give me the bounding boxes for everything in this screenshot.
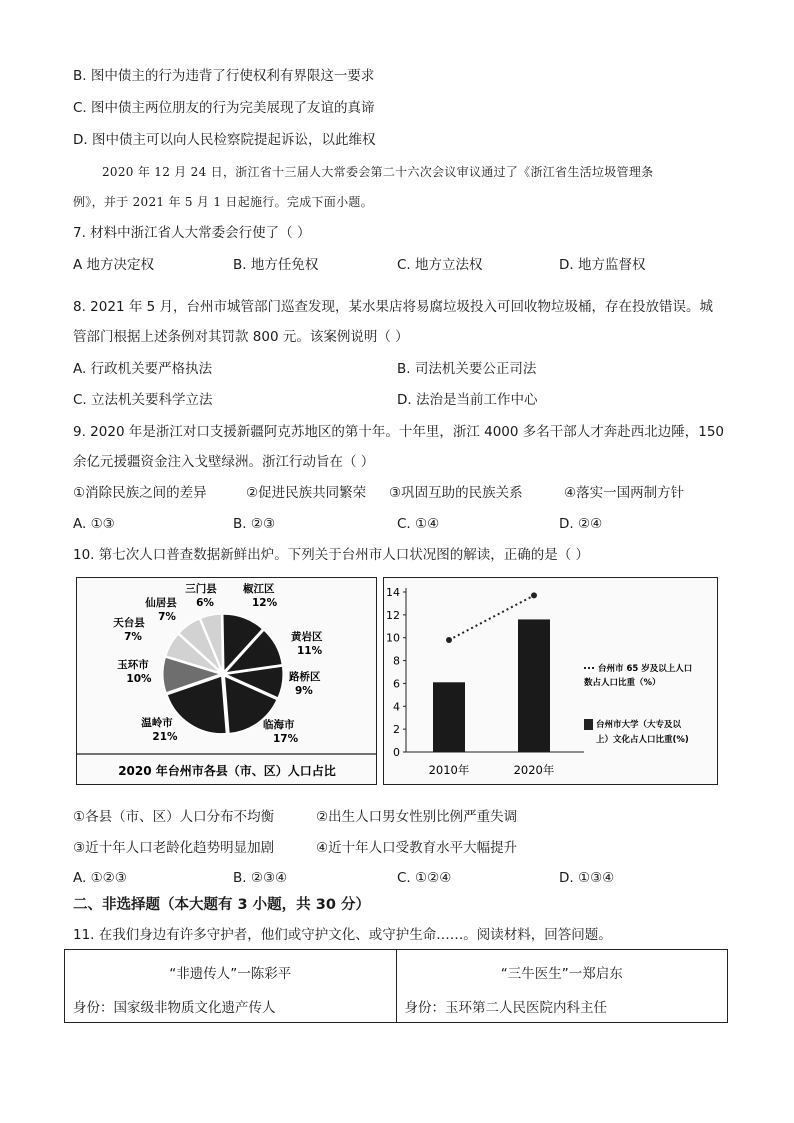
card-role: 身份：国家级非物质文化遗产传人 [73,1000,276,1016]
pie-slice-value: 7% [124,631,142,643]
legend-line-label: 台州市 65 岁及以上人口 [598,664,693,674]
q7-stem: 7. 材料中浙江省人大常委会行使了（ ） [73,225,311,241]
bar [433,682,465,752]
pie-slice-name: 椒江区 [243,583,275,595]
material-line-1: 2020 年 12 月 24 日，浙江省十三届人大常委会第二十六次会议审议通过了《浙江省生活垃圾管理条 [102,165,654,179]
y-tick-label: 2 [393,723,400,737]
y-tick-label: 10 [386,631,400,645]
q10-stem: 10. 第七次人口普查数据新鲜出炉。下列关于台州市人口状况图的解读，正确的是（ ） [73,547,590,563]
x-tick-label: 2010年 [428,763,470,777]
q9-statement-4: ④落实一国两制方针 [564,485,685,501]
section-2-heading: 二、非选择题（本大题有 3 小题，共 30 分） [73,897,370,913]
pie-slice-name: 路桥区 [289,671,321,683]
pie-slice-name: 天台县 [113,617,145,629]
q6-option-b: B. 图中债主的行为违背了行使权利有界限这一要求 [73,68,375,84]
line-point [531,592,537,598]
y-tick-label: 12 [386,608,400,622]
q8-option-c: C. 立法机关要科学立法 [73,392,213,408]
pie-slice-value: 21% [152,731,178,743]
q11-material-table [64,949,728,1023]
legend-line-label: 数占人口比重（%） [584,678,661,688]
y-tick-label: 14 [386,586,400,599]
q10-option-c: C. ①②④ [397,870,452,886]
q7-option-a: A 地方决定权 [73,257,155,273]
legend-bar-label: 台州市大学（大专及以 [596,720,682,730]
q11-stem: 11. 在我们身边有许多守护者，他们或守护文化、或守护生命……。阅读材料，回答问题。 [73,927,612,943]
card-heritage-inheritor [65,950,397,1023]
pie-slice-name: 仙居县 [145,597,177,609]
q9-option-d: D. ②④ [559,516,603,532]
q10-statement-2: ②出生人口男女性别比例严重失调 [316,809,518,825]
pie-chart-figure [76,577,377,785]
q10-statement-1: ①各县（市、区）人口分布不均衡 [73,809,275,825]
legend-bar-swatch [584,719,593,730]
y-tick-label: 4 [393,700,400,714]
pie-slice-value: 12% [252,597,278,609]
line-point [446,637,452,643]
q9-option-a: A. ①③ [73,516,115,532]
q9-statement-1: ①消除民族之间的差异 [73,485,207,501]
card-doctor [396,950,728,1023]
x-tick-label: 2020年 [513,763,555,777]
q10-statement-3: ③近十年人口老龄化趋势明显加剧 [73,840,275,856]
q9-statement-3: ③巩固互助的民族关系 [389,485,523,501]
bar-chart [384,578,717,784]
pie-chart-title: 2020 年台州市各县（市、区）人口占比 [118,764,336,778]
q8-option-a: A. 行政机关要严格执法 [73,361,213,377]
bar [518,619,550,752]
q10-option-a: A. ①②③ [73,870,127,886]
card-title: “三牛医生”一郑启东 [500,966,623,982]
q8-option-d: D. 法治是当前工作中心 [397,392,538,408]
legend-bar-label: 上）文化占人口比重(%) [596,735,689,745]
pie-slice-value: 9% [295,685,313,697]
q7-option-b: B. 地方任免权 [233,257,319,273]
q9-statement-2: ②促进民族共同繁荣 [246,485,367,501]
pie-slice-name: 黄岩区 [291,631,323,643]
card-title: “非遗传人”一陈彩平 [169,966,292,982]
pie-slice-value: 6% [196,597,214,609]
q9-stem-1: 9. 2020 年是浙江对口支援新疆阿克苏地区的第十年。十年里，浙江 4000 多名干部人才奔赴西北边陲，150 [73,424,725,440]
material-line-2: 例》，并于 2021 年 5 月 1 日起施行。完成下面小题。 [73,195,373,209]
pie-slice-name: 临海市 [263,719,295,731]
pie-slice-value: 17% [273,733,299,745]
q10-option-b: B. ②③④ [233,870,288,886]
q7-option-c: C. 地方立法权 [397,257,483,273]
q6-option-d: D. 图中债主可以向人民检察院提起诉讼，以此维权 [73,132,376,148]
q10-statement-4: ④近十年人口受教育水平大幅提升 [316,840,518,856]
card-role: 身份：玉环第二人民医院内科主任 [404,1000,607,1016]
bar-chart-figure [383,577,718,785]
pie-slice-name: 温岭市 [141,717,173,729]
q7-option-d: D. 地方监督权 [559,257,646,273]
y-tick-label: 6 [393,677,400,691]
q9-option-c: C. ①④ [397,516,440,532]
q9-option-b: B. ②③ [233,516,276,532]
y-tick-label: 0 [393,746,400,759]
q9-stem-2: 余亿元援疆资金注入戈壁绿洲。浙江行动旨在（ ） [73,454,375,470]
pie-slice-name: 玉环市 [117,659,149,671]
q8-stem-2: 管部门根据上述条例对其罚款 800 元。该案例说明（ ） [73,329,409,345]
y-tick-label: 8 [393,654,400,668]
pie-slice-name: 三门县 [185,583,217,595]
q10-option-d: D. ①③④ [559,870,615,886]
pie-slice-value: 7% [158,611,176,623]
q8-stem-1: 8. 2021 年 5 月，台州市城管部门巡查发现，某水果店将易腐垃圾投入可回收物垃圾桶，存在投放错误。城 [73,299,713,315]
pie-chart [77,578,376,784]
pie-slice-value: 11% [297,645,323,657]
pie-slice-value: 10% [126,673,152,685]
q6-option-c: C. 图中债主两位朋友的行为完美展现了友谊的真谛 [73,100,375,116]
q8-option-b: B. 司法机关要公正司法 [397,361,537,377]
